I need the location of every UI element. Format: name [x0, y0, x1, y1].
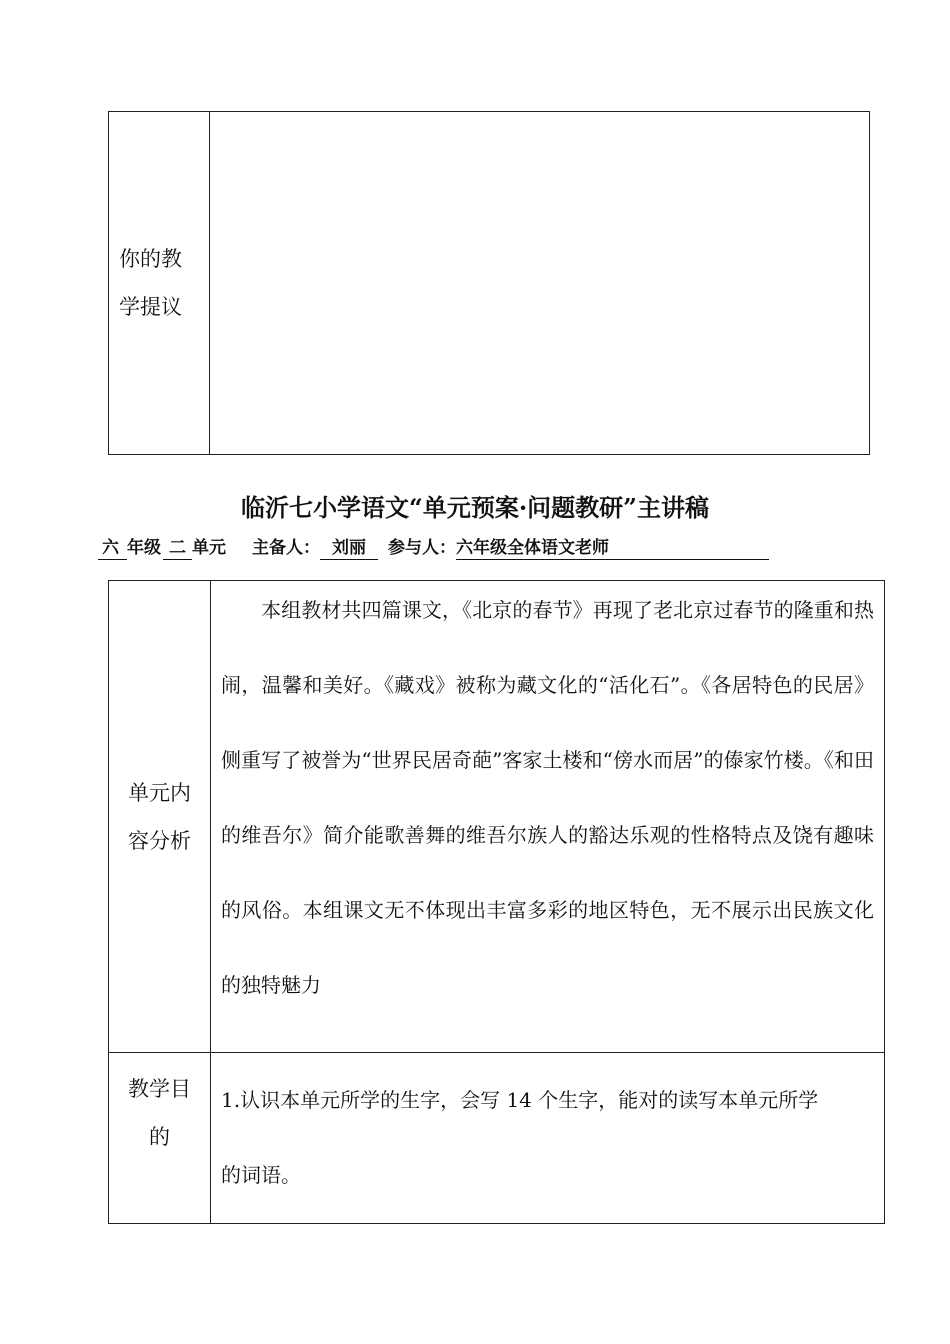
goals-label-cell: [109, 1053, 211, 1224]
meta-line: [98, 533, 848, 558]
goals-label: [109, 1053, 210, 1161]
suggestion-label: [109, 235, 209, 331]
unit-value: 二: [163, 533, 192, 560]
participants-value: 六年级全体语文老师: [456, 533, 769, 560]
lead-label: 主备人：: [252, 538, 320, 558]
suggestion-content-cell[interactable]: [210, 112, 870, 455]
goals-line2: 的词语。: [221, 1163, 301, 1187]
analysis-label-line2: 容分析: [128, 828, 191, 853]
unit-plan-table: [108, 580, 885, 1224]
goals-line1: 1.认识本单元所学的生字，会写 14 个生字，能对的读写本单元所学: [221, 1088, 819, 1112]
goals-label-line1: 教学目: [128, 1077, 191, 1101]
goals-label-line2: 的: [149, 1125, 170, 1149]
lead-name: 刘丽: [320, 533, 378, 560]
teaching-suggestion-table: [108, 111, 870, 455]
grade-value: 六: [98, 533, 127, 560]
goals-content-cell: [211, 1053, 885, 1224]
analysis-label: [109, 769, 210, 865]
document-title: 临沂七小学语文“单元预案·问题教研”主讲稿: [241, 493, 709, 522]
analysis-row: [109, 581, 885, 1053]
unit-suffix: 单元: [192, 538, 226, 558]
goals-text: [211, 1053, 884, 1203]
suggestion-label-cell: [109, 112, 210, 455]
suggestion-label-line2: 学提议: [119, 295, 182, 319]
analysis-content-cell: [211, 581, 885, 1053]
suggestion-label-line1: 你的教: [119, 247, 182, 271]
participants-label: 参与人：: [388, 538, 456, 558]
analysis-label-line1: 单元内: [128, 780, 191, 805]
analysis-label-cell: [109, 581, 211, 1053]
goals-row: [109, 1053, 885, 1224]
grade-suffix: 年级: [127, 538, 161, 558]
analysis-text: 本组教材共四篇课文，《北京的春节》再现了老北京过春节的隆重和热闹，温馨和美好。《藏戏》被称为藏文化的“活化石”。《各居特色的民居》侧重写了被誉为“世界民居奇葩”客家土楼和“傍水而居”的傣家竹楼。《和田的维吾尔》简介能歌善舞的维吾尔族人的豁达乐观的性格特点及饶有趣味的风俗。本组课文无不体现出丰富多彩的地区特色，无不展示出民族文化的独特魅力: [221, 598, 874, 997]
